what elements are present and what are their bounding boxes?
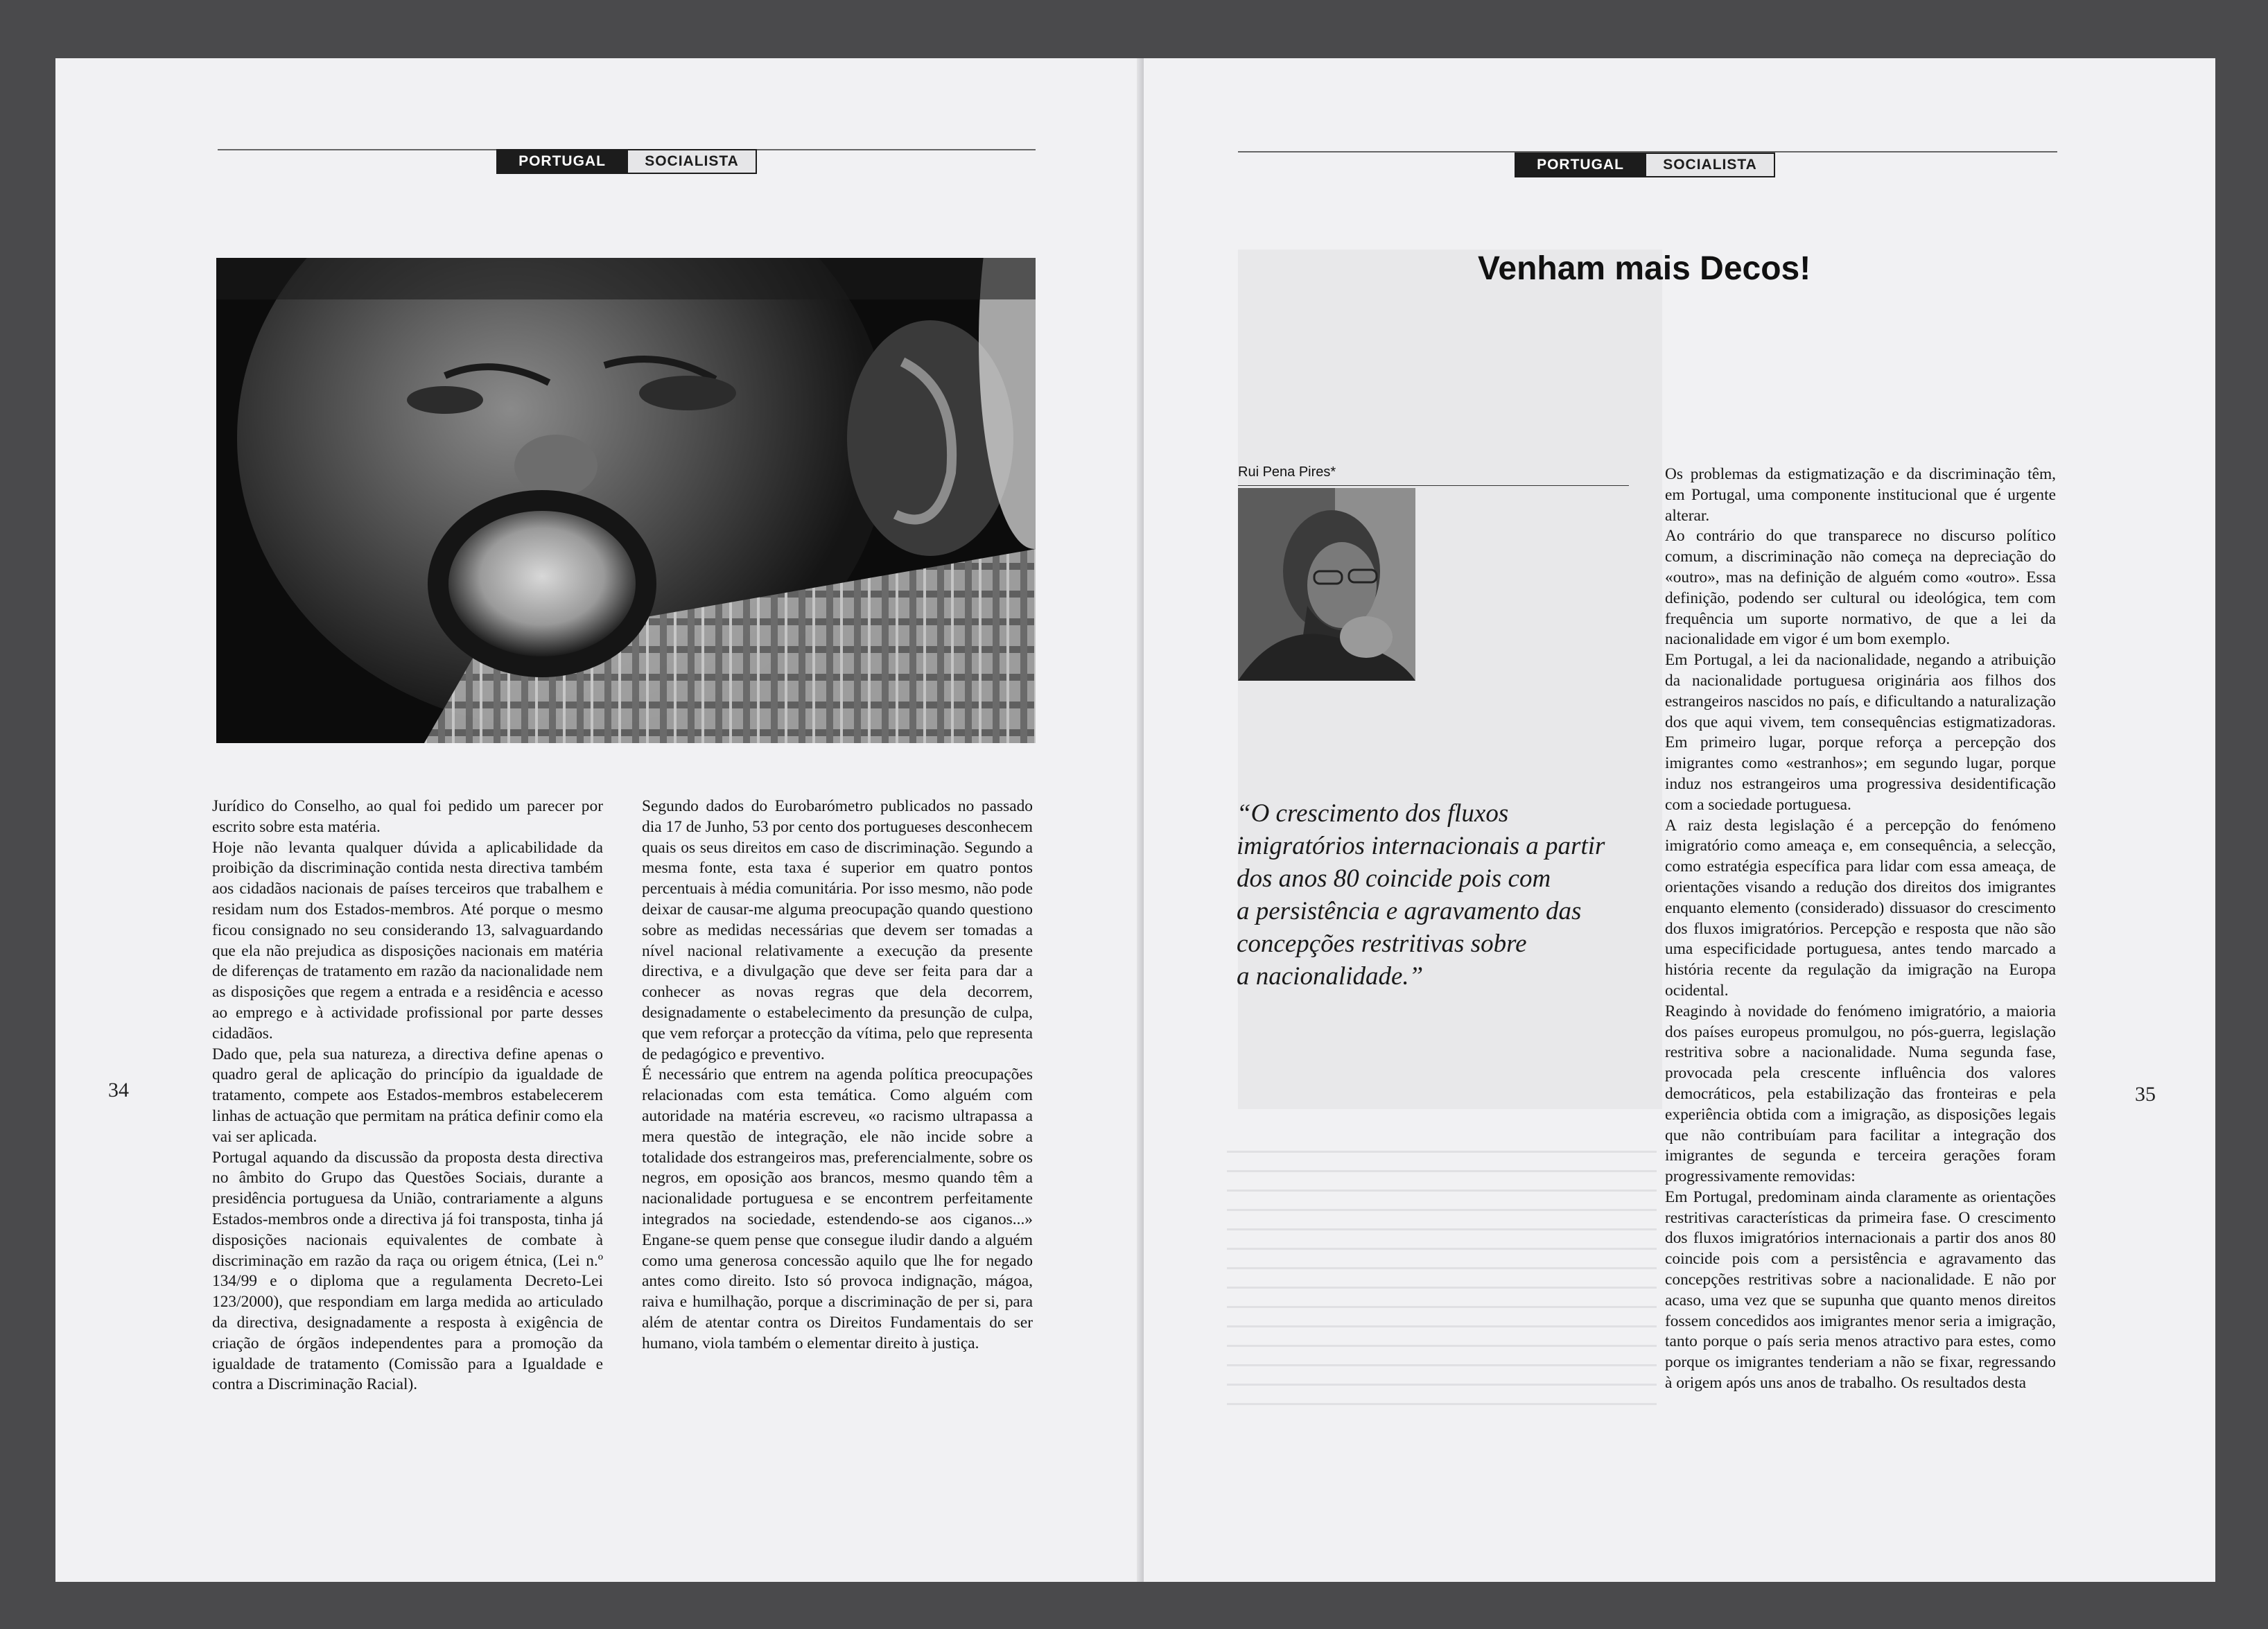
right-column	[1665, 464, 2056, 1394]
masthead-socialista: SOCIALISTA	[1646, 153, 1775, 177]
paragraph: Segundo dados do Eurobarómetro publicados no passado dia 17 de Junho, 53 por cento dos portugueses desconhecem quais os seus direitos em caso de discriminação. Segundo a mesma fonte, esta taxa é superior em quatro pontos percentuais à média comunitária. Por isso mesmo, não pode deixar de causar-me alguma preocupação quando questiono sobre as medidas necessárias que devem ser tomadas a nível nacional relativamente a execução da presente directiva, e a divulgação que deve ser feita para dar a conhecer as novas regras que dela decorrem, designadamente o estabelecimento da presunção de culpa, que vem reforçar a protecção da vítima, pelo que representa de pedagógico e preventivo.	[642, 797, 1033, 1063]
show-through-text	[1227, 1151, 1657, 1407]
paragraph: A raiz desta legislação é a percepção do fenómeno imigratório como ameaça e, em consequência, a selecção, como estratégia específica para lidar com essa ameaça, de orientações visando a redução dos direitos dos imigrantes enquanto elemento (considerado) dissuasor do crescimento dos fluxos imigratórios. Percepção e resposta que não são uma especificidade portuguesa, antes tendo marcado a história recente da regulação da imigração na Europa ocidental.	[1665, 816, 2056, 1000]
paragraph: Portugal aquando da discussão da proposta desta directiva no âmbito do Grupo das Questões Sociais, durante a presidência portuguesa da União, contrariamente a alguns Estados-membros onde a directiva já foi transposta, tinha já disposições nacionais equivalentes de combate à discriminação em razão da raça ou origem étnica, (Lei n.º 134/99 e o diploma que a regulamenta Decreto-Lei 123/2000), que respondiam em larga medida ao articulado da directiva, designadamente a resposta à exigência de criação de órgãos independentes para a promoção da igualdade de tratamento (Comissão para a Igualdade e contra a Discriminação Racial).	[212, 1148, 603, 1394]
author-rule	[1238, 485, 1629, 486]
paragraph: Hoje não levanta qualquer dúvida a aplicabilidade da proibição da discriminação contida nesta directiva também aos cidadãos nacionais de países terceiros que trabalhem e residam num dos Estados-membros. Até porque o mesmo ficou consignado no seu considerando 13, salvaguardando que ela não prejudica as disposições nacionais em matéria de diferenças de tratamento em razão da nacionalidade nem as disposições que regem a entrada e a residência e acesso ao emprego e à actividade profissional por parte desses cidadãos.	[212, 838, 603, 1043]
article-title: Venham mais Decos!	[1478, 250, 1811, 287]
left-column-1	[212, 796, 603, 1395]
masthead-portugal: PORTUGAL	[496, 149, 628, 174]
paragraph: Reagindo à novidade do fenómeno imigratório, a maioria dos países europeus promulgou, no pós-guerra, legislação restritiva sobre a nacionalidade. Numa segunda fase, provocada pela crescente influência dos valores democráticos, pela estabilização das fronteiras e pela experiência obtida com a imigração, as disposições legais que não contribuíam para facilitar a integração dos imigrantes de segunda e terceira gerações foram progressivamente removidas:	[1665, 1002, 2056, 1186]
author-portrait	[1238, 488, 1415, 681]
paragraph: Jurídico do Conselho, ao qual foi pedido um parecer por escrito sobre esta matéria.	[212, 797, 603, 836]
pull-quote: “O crescimento dos fluxos imigratórios internacionais a partir dos anos 80 coincide pois com a persistência e agravamento das concepções restritivas sobre a nacionalidade.”	[1237, 799, 1605, 991]
paragraph: Em Portugal, predominam ainda claramente as orientações restritivas características da primeira fase. O crescimento dos fluxos imigratórios internacionais a partir dos anos 80 coincide pois com a persistência e agravamento das concepções restritivas sobre a nacionalidade. E não por acaso, uma vez que se supunha que quanto menos direitos fossem concedidos aos imigrantes menor seria a imigração, tanto porque o país seria menos atractivo para estes, como porque os imigrantes tenderiam a não se fixar, regressando à origem após uns anos de trabalho. Os resultados desta	[1665, 1187, 2056, 1393]
crying-baby-photo	[216, 258, 1036, 743]
right-masthead	[1515, 153, 1775, 177]
page-number-left: 34	[108, 1079, 129, 1101]
page-number-right: 35	[2135, 1083, 2156, 1106]
left-column-2	[642, 796, 1033, 1354]
author-portrait-image	[1238, 488, 1415, 681]
paragraph: Dado que, pela sua natureza, a directiva define apenas o quadro geral de aplicação do princípio da igualdade de tratamento, compete aos Estados-membros estabelecerem linhas de actuação que permitam na prática definir como ela vai ser aplicada.	[212, 1045, 603, 1146]
masthead-portugal: PORTUGAL	[1515, 153, 1646, 177]
paragraph: Os problemas da estigmatização e da discriminação têm, em Portugal, uma componente institucional que é urgente alterar.	[1665, 465, 2056, 525]
masthead-socialista: SOCIALISTA	[628, 149, 757, 174]
paragraph: É necessário que entrem na agenda política preocupações relacionadas com esta temática. Como alguém com autoridade na matéria escreveu, «o racismo ultrapassa a mera questão de integração, ele não incide sobre a totalidade dos estrangeiros mas, preferencialmente, sobre os negros, em oposição aos brancos, mesmo quando têm a nacionalidade portuguesa e se encontrem perfeitamente integrados na sociedade, estendendo-se aos ciganos...» Engane-se quem pense que consegue iludir dando a alguém como uma generosa concessão aquilo que lhe for negado antes como direito. Isto só provoca indignação, mágoa, raiva e humilhação, porque a discriminação de per si, para além de atentar contra os Direitos Fundamentais do ser humano, viola também o elementar direito à justiça.	[642, 1065, 1033, 1352]
paragraph: Em Portugal, a lei da nacionalidade, negando a atribuição da nacionalidade portuguesa originária aos filhos dos estrangeiros nascidos no país, e dificultando a naturalização dos que aqui vivem, tem consequências estigmatizadoras. Em primeiro lugar, porque reforça a percepção dos imigrantes como «estranhos»; em segundo lugar, porque induz nos estrangeiros uma progressiva desidentificação com a sociedade portuguesa.	[1665, 651, 2056, 814]
left-masthead	[496, 149, 757, 174]
paragraph: Ao contrário do que transparece no discurso político comum, a discriminação não começa na depreciação do «outro», mas na definição de alguém como «outro». Essa definição, podendo ser cultural ou ideológica, tem com frequência um suporte normativo, de que a lei da nacionalidade em vigor é um bom exemplo.	[1665, 527, 2056, 649]
author-byline: Rui Pena Pires*	[1238, 464, 1336, 480]
baby-photo-image	[216, 258, 1036, 743]
